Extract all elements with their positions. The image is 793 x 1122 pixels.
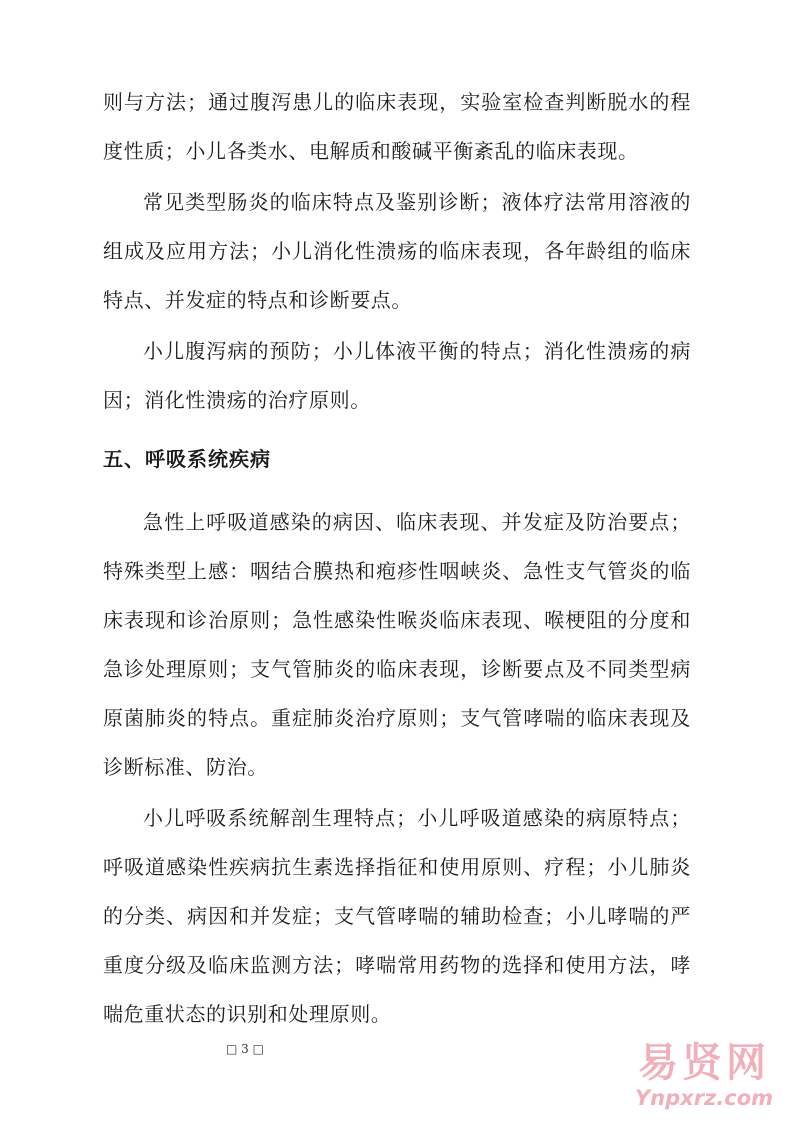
page-content (103, 78, 691, 1041)
paragraph-enteritis-features: 常见类型肠炎的临床特点及鉴别诊断；液体疗法常用溶液的组成及应用方法；小儿消化性溃疡的临床表现，各年龄组的临床特点、并发症的特点和诊断要点。 (103, 190, 691, 312)
paragraph-respiratory-anatomy: 小儿呼吸系统解剖生理特点；小儿呼吸道感染的病原特点；呼吸道感染性疾病抗生素选择指征和使用原则、疗程；小儿肺炎的分类、病因和并发症；支气管哮喘的辅助检查；小儿哮喘的严重度分级及临床监测方法；哮喘常用药物的选择和使用方法，哮喘危重状态的识别和处理原则。 (103, 806, 691, 1026)
watermark-chinese: 易贤网 (638, 1040, 770, 1086)
section-heading: 五、呼吸系统疾病 (103, 447, 271, 471)
watermark-english: Ynpxrz.com (634, 1086, 774, 1110)
page-number: □ 3 □ (226, 1042, 264, 1056)
paragraph-continuation: 则与方法；通过腹泻患儿的临床表现，实验室检查判断脱水的程度性质；小儿各类水、电解质和酸碱平衡紊乱的临床表现。 (103, 90, 691, 163)
watermark-logo (629, 1040, 779, 1110)
paragraph-diarrhea-prevention: 小儿腹泻病的预防；小儿体液平衡的特点；消化性溃疡的病因；消化性溃疡的治疗原则。 (103, 339, 691, 412)
paragraph-acute-respiratory-infection: 急性上呼吸道感染的病因、临床表现、并发症及防治要点；特殊类型上感：咽结合膜热和疱疹性咽峡炎、急性支气管炎的临床表现和诊治原则；急性感染性喉炎临床表现、喉梗阻的分度和急诊处理原则；支气管肺炎的临床表现，诊断要点及不同类型病原菌肺炎的特点。重症肺炎治疗原则；支气管哮喘的临床表现及诊断标准、防治。 (103, 510, 691, 779)
